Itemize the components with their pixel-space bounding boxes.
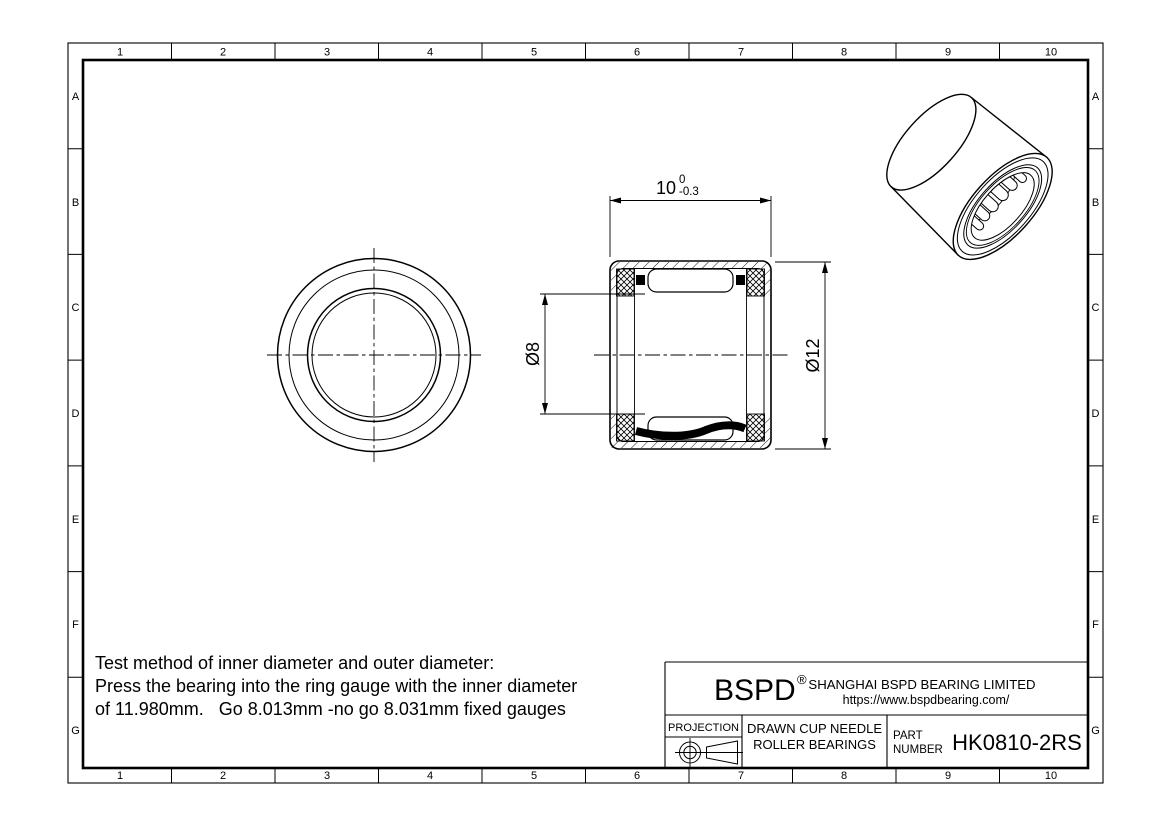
bottom-column-ticks: [172, 768, 1000, 783]
col-label-bottom-3: 3: [323, 770, 331, 782]
notes-line-3: of 11.980mm. Go 8.013mm -no go 8.031mm fixed gauges: [95, 699, 566, 719]
col-label-bottom-2: 2: [219, 770, 227, 782]
row-label-right-G: G: [1091, 725, 1100, 737]
col-label-bottom-8: 8: [840, 770, 848, 782]
notes-line-1: Test method of inner diameter and outer diameter:: [95, 653, 495, 673]
projection-symbol: [675, 738, 743, 767]
row-label-left-A: A: [71, 91, 80, 103]
part-number-label-line-2: NUMBER: [893, 744, 943, 756]
front-view: [267, 248, 481, 462]
seal-top-right: [747, 269, 765, 296]
row-label-left-E: E: [71, 514, 80, 526]
row-label-right-B: B: [1091, 197, 1100, 209]
part-number-label-line-1: PART: [893, 730, 923, 742]
row-label-left-D: D: [71, 408, 80, 420]
notes-line-2: Press the bearing into the ring gauge with the inner diameter: [95, 676, 578, 696]
row-label-right-F: F: [1092, 619, 1099, 631]
col-label-top-9: 9: [944, 46, 952, 59]
col-label-bottom-10: 10: [1044, 770, 1058, 782]
section-view: [594, 261, 788, 449]
col-label-top-6: 6: [633, 46, 641, 59]
seal-bottom-left: [617, 414, 635, 441]
col-label-top-3: 3: [323, 46, 331, 59]
col-label-top-7: 7: [737, 46, 745, 59]
iso-body-edge-bottom: [887, 187, 962, 256]
dim-bore: [523, 294, 645, 414]
iso-body-edge-top: [972, 93, 1047, 162]
top-column-ticks: [172, 43, 1000, 60]
notes-text: [95, 653, 577, 719]
col-label-top-4: 4: [426, 46, 434, 59]
dimensions: [523, 174, 831, 449]
company-logo: BSPD: [714, 674, 796, 707]
seal-lip-block-tr: [736, 275, 745, 285]
row-label-left-F: F: [72, 619, 79, 631]
part-number-value: HK0810-2RS: [952, 730, 1082, 755]
dim-od: [775, 262, 831, 449]
col-label-top-5: 5: [530, 46, 538, 59]
title-block: [665, 662, 1088, 768]
row-label-right-D: D: [1091, 408, 1100, 420]
projection-label: PROJECTION: [668, 722, 739, 734]
row-label-right-E: E: [1091, 514, 1100, 526]
dim-width-tol-lower: -0.3: [679, 186, 699, 198]
dim-od-value: Ø12: [803, 338, 823, 373]
dim-width-tol-upper: 0: [679, 174, 686, 186]
row-label-left-B: B: [71, 197, 80, 209]
row-label-right-C: C: [1091, 302, 1100, 314]
row-label-left-G: G: [71, 725, 80, 737]
seal-top-left: [617, 269, 635, 296]
company-website: https://www.bspdbearing.com/: [842, 693, 1010, 707]
col-label-bottom-6: 6: [633, 770, 641, 782]
col-label-top-2: 2: [219, 46, 227, 59]
col-label-top-10: 10: [1044, 46, 1058, 59]
col-label-top-8: 8: [840, 46, 848, 59]
iso-near-face: [936, 137, 1069, 275]
registered-trademark-symbol: ®: [797, 672, 807, 687]
col-label-bottom-7: 7: [737, 770, 745, 782]
seal-lip-block-tl: [636, 275, 645, 285]
dim-width-value: 10: [655, 178, 676, 198]
col-label-top-1: 1: [116, 46, 124, 59]
row-label-left-C: C: [71, 302, 80, 314]
dim-width: [610, 174, 771, 257]
dim-bore-value: Ø8: [523, 341, 543, 367]
col-label-bottom-9: 9: [944, 770, 952, 782]
seal-bottom-right: [747, 414, 765, 441]
needle-roller-top: [648, 269, 733, 292]
col-label-bottom-4: 4: [426, 770, 434, 782]
isometric-view: [868, 76, 1069, 276]
product-type-line-1: DRAWN CUP NEEDLE: [746, 721, 883, 736]
cup-bottom-hatch: [611, 441, 770, 448]
dim-width-extension-lines: [610, 196, 771, 257]
product-type-line-2: ROLLER BEARINGS: [753, 737, 876, 752]
cup-top-hatch: [611, 262, 770, 269]
col-label-bottom-1: 1: [116, 770, 124, 782]
dim-bore-extension-lines: [540, 294, 645, 414]
company-name: SHANGHAI BSPD BEARING LIMITED: [808, 677, 1036, 692]
row-label-right-A: A: [1091, 91, 1100, 103]
col-label-bottom-5: 5: [530, 770, 538, 782]
